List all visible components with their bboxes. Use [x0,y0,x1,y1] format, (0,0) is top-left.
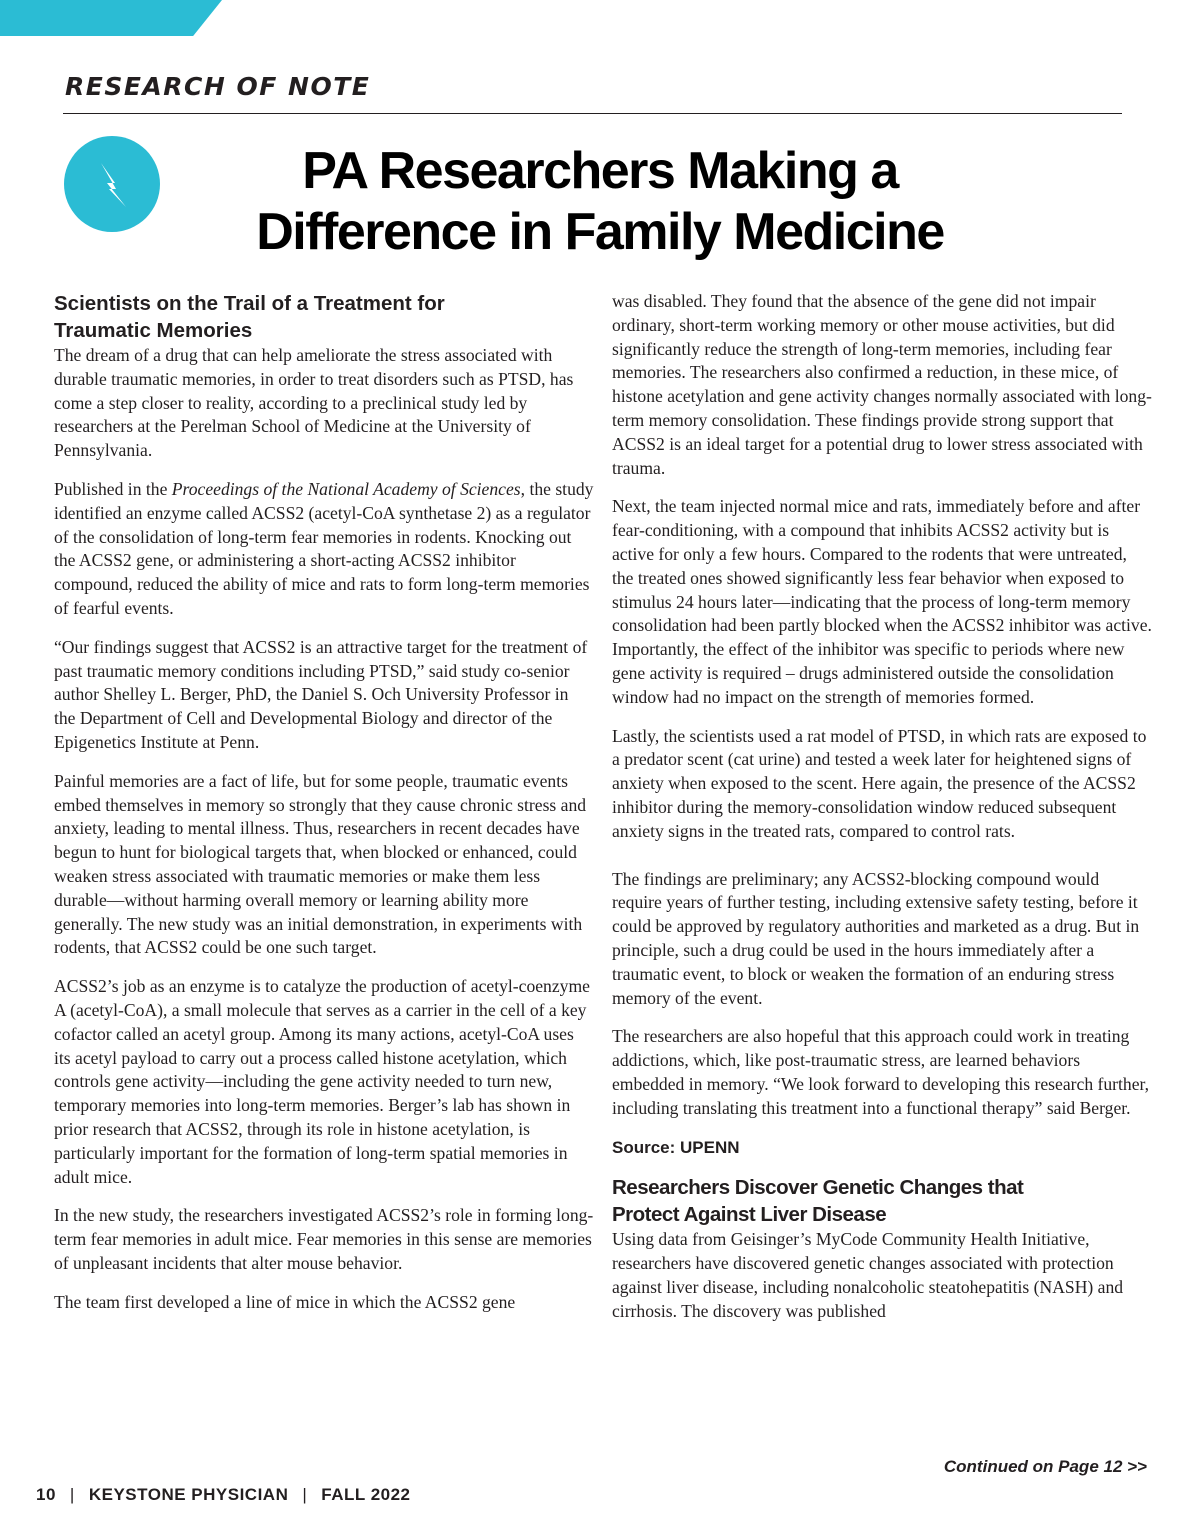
paragraph: The team first developed a line of mice in which the ACSS2 gene [54,1291,516,1312]
issue-date: FALL 2022 [321,1485,411,1504]
heading-line: Protect Against Liver Disease [612,1203,887,1227]
paragraph [54,478,594,621]
paragraph: The dream of a drug that can help ameliorate the stress associated with durable traumatic memories, in order to treat disorders such as PTSD, has come a step closer to reality, according to a preclinical study led by researchers at the Perelman School of Medicine at the University of Pennsylvania. [54,345,574,461]
right-column [612,290,1152,1338]
heading-line: Researchers Discover Genetic Changes that [612,1176,1024,1200]
header-rule [63,113,1122,114]
page-title [180,141,1020,263]
corner-accent-tab [0,0,222,36]
title-line: PA Researchers Making a [302,142,898,200]
paragraph: Using data from Geisinger’s MyCode Community Health Initiative, researchers have discovered genetic changes associated with protection against liver disease, including nonalcoholic steatohepatitis (NASH) and cirrhosis. The discovery was published [612,1229,1124,1321]
page-footer [36,1485,411,1505]
paragraph: The findings are preliminary; any ACSS2-blocking compound would require years of further testing, including extensive safety testing, before it could be approved by regulatory authorities and marketed as a drug. But in principle, such a drug could be used in the hours immediately after a traumatic event, to block or weaken the formation of an enduring stress memory of the event. [612,868,1140,1008]
paragraph: Lastly, the scientists used a rat model of PTSD, in which rats are exposed to a predator scent (cat urine) and tested a week later for heightened signs of anxiety when exposed to the scent. Here again, the presence of the ACSS2 inhibitor during the memory-consolidation window reduced subsequent anxiety signs in the treated rats, compared to control rats. [612,725,1147,841]
paragraph: Next, the team injected normal mice and rats, immediately before and after fear-conditioning, with a compound that inhibits ACSS2 activity but is active for only a few hours. Compared to the rodents that were untreated, the treated ones showed significantly less fear behavior when exposed to stimulus 24 hours later—indicating that the process of long-term memory consolidation had been partly blocked when the ACSS2 inhibitor was active. Importantly, the effect of the inhibitor was specific to periods where new gene activity is required – drugs administered outside the consolidation window had no impact on the strength of memories formed. [612,496,1152,707]
article-heading [612,1174,1152,1228]
publication-name: KEYSTONE PHYSICIAN [88,1485,289,1504]
footer-separator: | [302,1485,308,1504]
paragraph: The researchers are also hopeful that this approach could work in treating addictions, which, like post-traumatic stress, are learned behaviors embedded in memory. “We look forward to developing this research further, including translating this treatment into a functional therapy” said Berger. [612,1026,1150,1118]
section-label: RESEARCH OF NOTE [65,72,371,101]
title-line: Difference in Family Medicine [256,203,944,261]
article-heading [54,290,594,344]
paragraph: In the new study, the researchers investigated ACSS2’s role in forming long-term fear memories in adult mice. Fear memories in this sense are memories of unpleasant incidents that alter mouse behavior. [54,1205,594,1273]
paragraph-text: , the study identified an enzyme called ACSS2 (acetyl-CoA synthetase 2) as a regulator of the consolidation of long-term fear memories in rodents. Knocking out the ACSS2 gene, or administering a short-acting ACSS2 inhibitor compound, reduced the ability of mice and rats to form long-term memories of fearful events. [54,478,594,618]
paragraph: Painful memories are a fact of life, but for some people, traumatic events embed themselves in memory so strongly that they cause chronic stress and anxiety, leading to mental illness. Thus, researchers in recent decades have begun to hunt for biological targets that, when blocked or enhanced, could weaken stress associated with traumatic memories or make them less durable—without harming overall memory or learning ability more generally. The new study was an initial demonstration, in experiments with rodents, that ACSS2 could be one such target. [54,770,587,958]
heading-line: Scientists on the Trail of a Treatment for [54,292,445,315]
paragraph: was disabled. They found that the absence of the gene did not impair ordinary, short-term working memory or other mouse activities, but did significantly reduce the strength of long-term memories, including fear memories. The researchers also confirmed a reduction, in these mice, of histone acetylation and gene activity changes normally associated with long-term memory consolidation. These findings provide strong support that ACSS2 is an ideal target for a potential drug to lower stress associated with trauma. [612,291,1152,478]
continued-link[interactable]: Continued on Page 12 >> [943,1457,1147,1476]
journal-title: Proceedings of the National Academy of Sciences [171,478,521,499]
paragraph-text: Published in the [54,478,172,499]
footer-separator: | [69,1485,75,1504]
source-credit: Source: UPENN [612,1137,740,1157]
paragraph: “Our findings suggest that ACSS2 is an attractive target for the treatment of past traumatic memory conditions including PTSD,” said study co-senior author Shelley L. Berger, PhD, the Daniel S. Och University Professor in the Department of Cell and Developmental Biology and director of the Epigenetics Institute at Penn. [54,636,588,752]
heading-line: Traumatic Memories [54,319,253,342]
left-column [54,290,594,1329]
lightning-bolt-icon [64,136,160,232]
page-number: 10 [36,1485,56,1504]
paragraph: ACSS2’s job as an enzyme is to catalyze the production of acetyl-coenzyme A (acetyl-CoA), a small molecule that serves as a carrier in the cell of a key cofactor called an acetyl group. Among its many actions, acetyl-CoA uses its acetyl payload to carry out a process called histone acetylation, which controls gene activity—including the gene activity needed to turn new, temporary memories into long-term memories. Berger’s lab has shown in prior research that ACSS2, through its role in histone acetylation, is particularly important for the formation of long-term spatial memories in adult mice. [54,976,590,1187]
